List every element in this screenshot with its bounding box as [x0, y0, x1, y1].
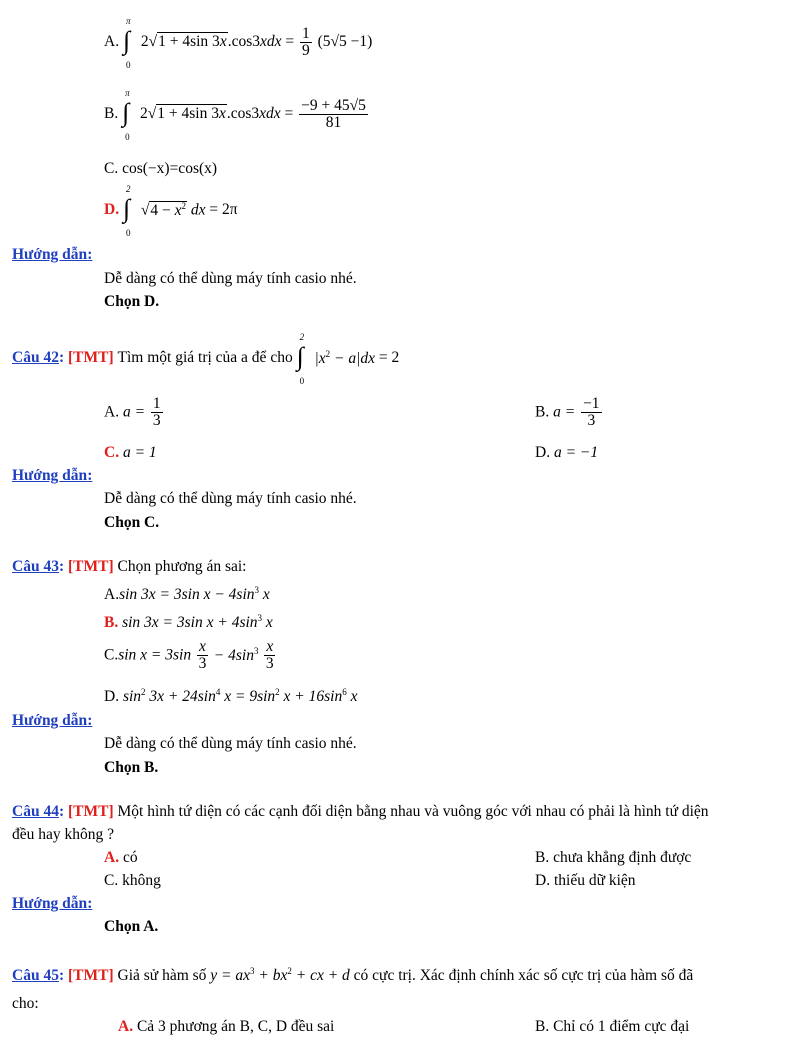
- integrand: 2√1 + 4sin 3x.cos3xdx =: [139, 105, 294, 122]
- option-label: A.: [104, 849, 120, 866]
- option-label: C.: [104, 646, 119, 664]
- answer: Chọn C.: [104, 514, 160, 531]
- q43-stem: Câu 43: [TMT] Chọn phương án sai:: [12, 558, 247, 575]
- q45-option-a: A. Cả 3 phương án B, C, D đều sai: [118, 1018, 335, 1035]
- option-label: D.: [104, 688, 120, 706]
- option-label: D.: [104, 201, 120, 218]
- question-tag: [TMT]: [68, 967, 114, 985]
- question-label: Câu 44: [12, 803, 59, 820]
- q44-stem: Câu 44: [TMT] Một hình tứ diện có các cạnh đối diện bằng nhau và vuông góc với nhau có phải là hình tứ diện: [12, 803, 709, 820]
- q44-option-d: D. thiếu dữ kiện: [535, 872, 636, 889]
- q42-option-a: A. a = $\frac{1}{3}$: [104, 395, 161, 429]
- option-label: C.: [104, 444, 120, 461]
- q41-option-d: [104, 184, 238, 238]
- q44-stem-line2: đều hay không ?: [12, 826, 115, 843]
- option-expr: a = −1: [553, 444, 599, 461]
- option-expr: cos(−x)=cos(x): [122, 160, 218, 177]
- fraction: $\frac{-1}{3}$: [583, 395, 600, 429]
- q43-option-d: D. $\sin^2 3x + 24\sin^4$ $x = 9\sin^2$ $x + 16\sin^6$ x: [104, 687, 358, 706]
- option-label: A.: [118, 1018, 134, 1035]
- integral-sign: π ∫ 0: [122, 88, 130, 142]
- q44-option-c: C. không: [104, 872, 161, 889]
- q45-stem: Câu 45: [TMT] Giả sử hàm số $y = ax^3 + bx^2$ + cx + d có cực trị. Xác định chính xác số cực trị của hàm số đã: [12, 966, 694, 985]
- fraction: $\frac{1}{9}$: [302, 24, 310, 59]
- q44-option-b: B. chưa khẳng định được: [535, 849, 692, 866]
- q42-stem: Câu 42: [TMT] Tìm một giá trị của a để cho 2 ∫ 0 $|x^2 - a|dx = 2$: [12, 332, 400, 386]
- question-label: Câu 43: [12, 558, 59, 575]
- option-label: C.: [104, 160, 119, 177]
- option-label: B.: [535, 403, 550, 421]
- guide-heading: Hướng dẫn:: [12, 895, 93, 912]
- fraction: $\frac{1}{3}$: [152, 395, 161, 429]
- q42-option-d: [535, 444, 598, 462]
- question-text: Tìm một giá trị của a để cho: [117, 349, 293, 366]
- option-label: B.: [104, 105, 119, 122]
- guide-heading: Hướng dẫn:: [12, 467, 93, 484]
- option-label: A.: [104, 586, 120, 604]
- guide-text: Dễ dàng có thể dùng máy tính casio nhé.: [104, 270, 357, 287]
- q43-option-b: B. sin 3x = 3sin $x + 4\sin^3$ x: [104, 613, 273, 632]
- answer: Chọn A.: [104, 918, 159, 935]
- option-label: B.: [535, 1018, 550, 1035]
- q43-option-c: C.sin x = 3sin $\frac{x}{3}$ − $4\sin^3$ $\frac{x}{3}$: [104, 638, 274, 672]
- option-label: B.: [104, 614, 119, 632]
- question-label: Câu 45: [12, 967, 59, 985]
- guide-text: Dễ dàng có thể dùng máy tính casio nhé.: [104, 490, 357, 507]
- q45-option-b: B. Chỉ có 1 điểm cực đại: [535, 1018, 690, 1035]
- answer: Chọn D.: [104, 293, 160, 310]
- fraction: $\frac{-9 + 45√5}{81}$: [301, 96, 366, 131]
- q41-option-c: [104, 160, 217, 178]
- q41-option-b: [104, 88, 370, 142]
- option-label: D.: [535, 444, 551, 461]
- question-tag: [TMT]: [68, 803, 114, 820]
- question-text-post: có cực trị. Xác định chính xác số cực trị của hàm số đã: [353, 967, 694, 985]
- option-expr: a = 1: [122, 444, 157, 461]
- integrand: $√4 - x^2$ dx: [140, 200, 206, 219]
- guide-heading: Hướng dẫn:: [12, 246, 93, 263]
- integral-sign: π ∫ 0: [122, 16, 131, 70]
- q41-option-a: [104, 16, 373, 70]
- q42-option-b: B. a = $\frac{-1}{3}$: [535, 395, 600, 429]
- q42-option-c: [104, 444, 157, 462]
- integral-sign: 2 ∫ 0: [122, 184, 131, 238]
- rhs: = 2: [378, 349, 400, 366]
- option-label: D.: [535, 872, 551, 889]
- integrand: 2√1 + 4sin 3x.cos3xdx =: [140, 33, 295, 50]
- guide-heading: Hướng dẫn:: [12, 712, 93, 729]
- integrand: $|x^2 - a|dx$: [314, 348, 375, 367]
- question-label: Câu 42: [12, 349, 59, 366]
- question-text: Chọn phương án sai:: [117, 558, 247, 575]
- question-text: Một hình tứ diện có các cạnh đối diện bằng nhau và vuông góc với nhau có phải là hình tứ diện: [117, 803, 709, 820]
- q45-stem-line2: cho:: [12, 995, 39, 1012]
- option-label: A.: [104, 403, 120, 421]
- question-text: Giả sử hàm số: [117, 967, 207, 985]
- integral-sign: 2 ∫ 0: [296, 332, 305, 386]
- option-label: A.: [104, 33, 120, 50]
- option-label: C.: [104, 872, 119, 889]
- option-label: B.: [535, 849, 550, 866]
- question-tag: [TMT]: [68, 349, 114, 366]
- rhs-tail: (5√5 −1): [317, 33, 373, 50]
- q43-option-a: A.sin 3x = 3sin $x - 4\sin^3$ x: [104, 585, 270, 604]
- q44-option-a: A. có: [104, 849, 138, 866]
- answer: Chọn B.: [104, 759, 159, 776]
- guide-text: Dễ dàng có thể dùng máy tính casio nhé.: [104, 735, 357, 752]
- question-tag: [TMT]: [68, 558, 114, 575]
- rhs: = 2π: [209, 201, 238, 218]
